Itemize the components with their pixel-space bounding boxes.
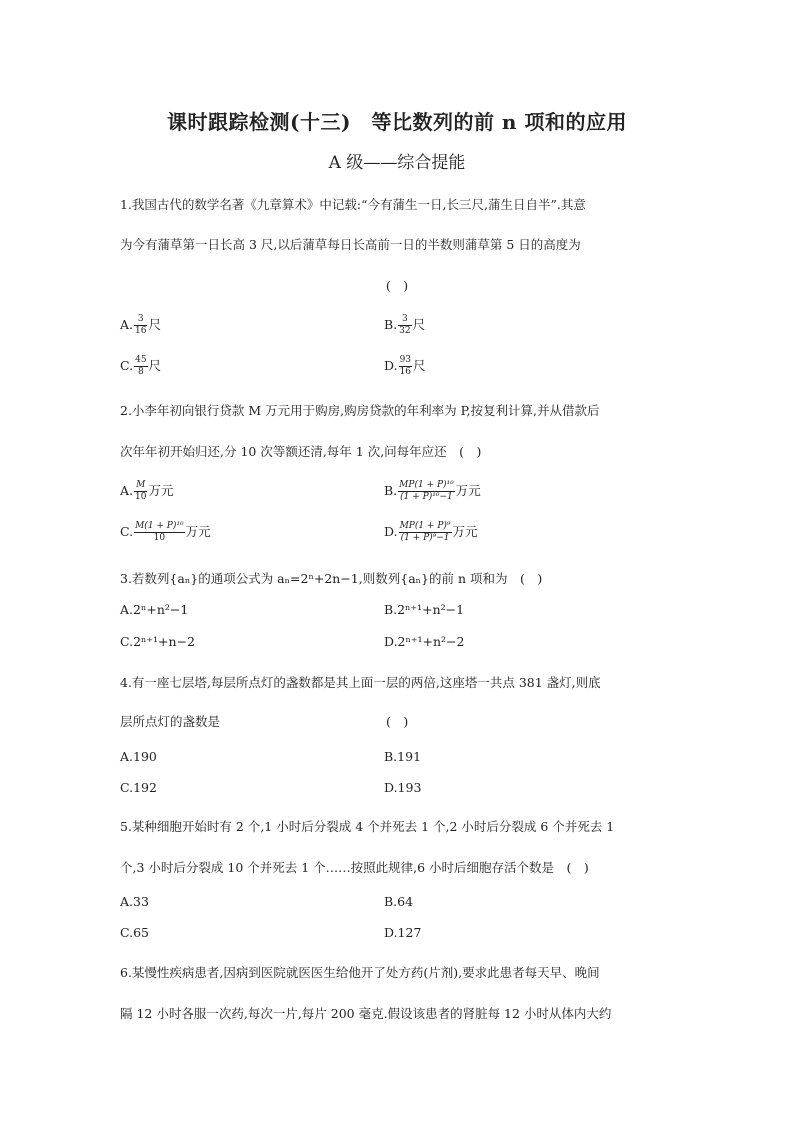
unit-text: 尺: [148, 317, 161, 332]
fraction: $\frac{\text{MP(1 + P)⁹}}{\text{(1 + P)⁹−1}}$: [399, 521, 451, 543]
q4-option-a[interactable]: A.190: [120, 749, 157, 764]
fraction: $\frac{3}{32}$: [399, 314, 411, 336]
section-heading: A 级——综合提能: [328, 153, 466, 173]
q1-stem-line1: 1.我国古代的数学名著《九章算术》中记载:“今有蒲生一日,长三尺,蒲生日自半”.其意: [120, 197, 586, 212]
q6-stem-line1: 6.某慢性疾病患者,因病到医院就医医生给他开了处方药(片剂),要求此患者每天早、晚间: [120, 965, 600, 980]
q1-stem-line2: 为今有蒲草第一日长高 3 尺,以后蒲草每日长高前一日的半数则蒲草第 5 日的高度为: [120, 237, 581, 252]
option-label: C.: [120, 358, 134, 373]
unit-text: 万元: [455, 483, 481, 498]
q2-stem-line1: 2.小李年初向银行贷款 M 万元用于购房,购房贷款的年利率为 P,按复利计算,并从借款后: [120, 403, 600, 418]
option-label: B.: [384, 317, 398, 332]
fraction: $\frac{45}{8}$: [135, 355, 147, 377]
fraction: $\frac{\text{M(1 + P)¹⁰}}{10}$: [135, 521, 184, 543]
fraction: $\frac{3}{16}$: [135, 314, 147, 336]
page-title: 课时跟踪检测(十三) 等比数列的前 n 项和的应用: [167, 110, 627, 134]
q2-option-a[interactable]: [120, 480, 173, 503]
q3-option-a[interactable]: A.2ⁿ+n²−1: [120, 602, 189, 617]
q1-option-b[interactable]: [384, 314, 425, 337]
q4-stem-line2: 层所点灯的盏数是: [120, 714, 221, 729]
fraction: $\frac{\text{MP(1 + P)¹⁰}}{\text{(1 + P)¹⁰−1}}$: [399, 480, 454, 502]
option-label: D.: [384, 524, 398, 539]
q2-option-c[interactable]: [120, 521, 211, 544]
q5-option-d[interactable]: D.127: [384, 925, 422, 940]
q3-option-c[interactable]: C.2ⁿ⁺¹+n−2: [120, 634, 196, 649]
unit-text: 万元: [452, 524, 478, 539]
unit-text: 尺: [412, 317, 426, 332]
q4-stem-line1: 4.有一座七层塔,每层所点灯的盏数都是其上面一层的两倍,这座塔一共点 381 盏灯,则底: [120, 675, 601, 690]
option-label: B.: [384, 483, 398, 498]
q1-option-a[interactable]: [120, 314, 161, 337]
q1-option-d[interactable]: [384, 355, 426, 378]
q4-option-b[interactable]: B.191: [384, 749, 422, 764]
q5-stem-line2: 个,3 小时后分裂成 10 个并死去 1 个……按照此规律,6 小时后细胞存活个数是 ( ): [120, 860, 589, 875]
q2-option-d[interactable]: [384, 521, 478, 544]
q3-stem: 3.若数列{aₙ}的通项公式为 aₙ=2ⁿ+2n−1,则数列{aₙ}的前 n 项和为 ( ): [120, 571, 543, 586]
option-label: C.: [120, 524, 134, 539]
q3-option-d[interactable]: D.2ⁿ⁺¹+n²−2: [384, 634, 465, 649]
fraction: $\frac{M}{10}$: [135, 480, 147, 502]
q3-option-b[interactable]: B.2ⁿ⁺¹+n²−1: [384, 602, 465, 617]
q5-option-a[interactable]: A.33: [120, 894, 149, 909]
option-label: A.: [120, 317, 134, 332]
q2-stem-line2: 次年年初开始归还,分 10 次等额还清,每年 1 次,问每年应还 ( ): [120, 444, 482, 459]
unit-text: 万元: [185, 524, 211, 539]
unit-text: 万元: [148, 483, 174, 498]
fraction: $\frac{93}{16}$: [399, 355, 412, 377]
q5-stem-line1: 5.某种细胞开始时有 2 个,1 小时后分裂成 4 个并死去 1 个,2 小时后分裂成 6 个并死去 1: [120, 819, 615, 834]
q2-option-b[interactable]: [384, 480, 481, 503]
option-label: A.: [120, 483, 134, 498]
q4-option-d[interactable]: D.193: [384, 780, 422, 795]
q5-option-b[interactable]: B.64: [384, 894, 414, 909]
q1-option-c[interactable]: [120, 355, 161, 378]
q6-stem-line2: 隔 12 小时各服一次药,每次一片,每片 200 毫克.假设该患者的肾脏每 12 小时从体内大约: [120, 1006, 612, 1021]
q1-answer-paren: ( ): [385, 278, 409, 293]
q5-option-c[interactable]: C.65: [120, 925, 149, 940]
option-label: D.: [384, 358, 398, 373]
unit-text: 尺: [148, 358, 162, 373]
q4-option-c[interactable]: C.192: [120, 780, 157, 795]
q4-answer-paren: ( ): [386, 714, 409, 729]
unit-text: 尺: [413, 358, 426, 373]
